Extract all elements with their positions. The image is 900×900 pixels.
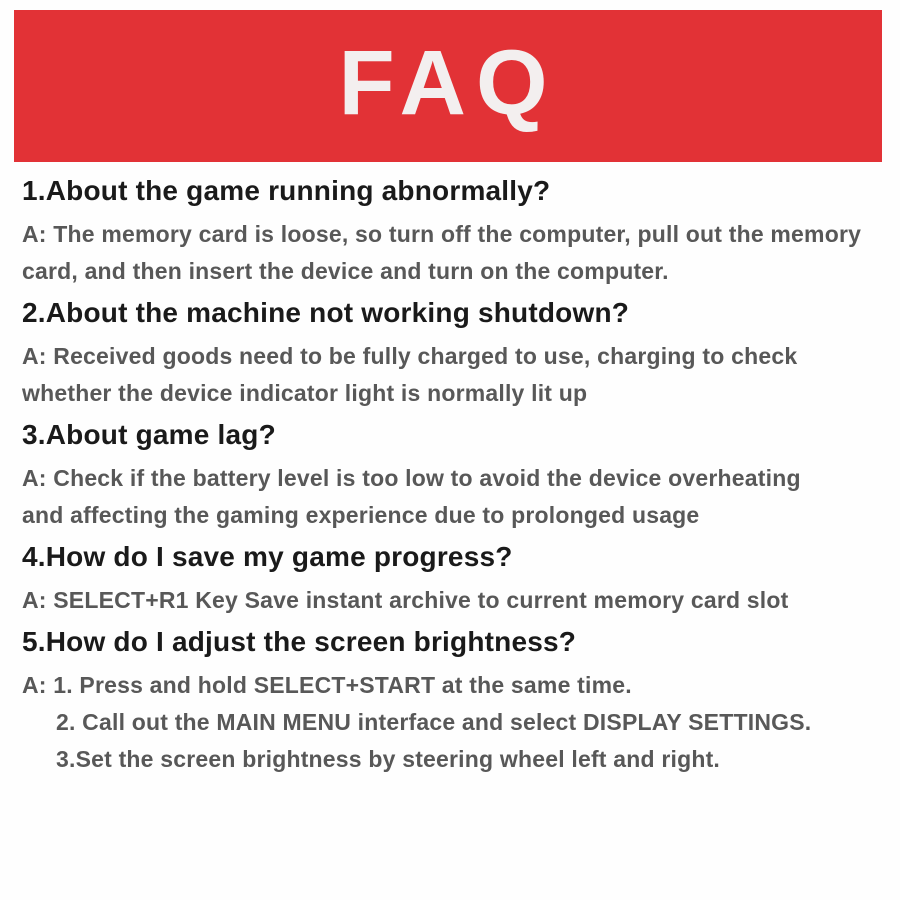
faq-answer-2 — [22, 338, 882, 412]
faq-answer-line: and affecting the gaming experience due to prolonged usage — [22, 502, 700, 528]
faq-banner — [14, 10, 882, 162]
faq-answer-4 — [22, 582, 882, 619]
faq-item — [22, 623, 882, 778]
faq-answer-line: card, and then insert the device and turn on the computer. — [22, 258, 669, 284]
faq-answer-line: 2. Call out the MAIN MENU interface and select DISPLAY SETTINGS. — [56, 709, 812, 735]
faq-answer-line: whether the device indicator light is normally lit up — [22, 380, 588, 406]
faq-question-4: 4.How do I save my game progress? — [22, 541, 513, 572]
faq-answer-line: A: Received goods need to be fully charged to use, charging to check — [22, 343, 798, 369]
faq-banner-title: FAQ — [338, 32, 558, 134]
faq-item — [22, 172, 882, 290]
faq-item — [22, 538, 882, 619]
faq-answer-line: A: Check if the battery level is too low to avoid the device overheating — [22, 465, 801, 491]
faq-answer-line: 3.Set the screen brightness by steering wheel left and right. — [56, 746, 721, 772]
faq-question-2: 2.About the machine not working shutdown? — [22, 297, 630, 328]
faq-answer-1 — [22, 216, 882, 290]
faq-question-1: 1.About the game running abnormally? — [22, 175, 551, 206]
faq-item — [22, 294, 882, 412]
faq-question-5: 5.How do I adjust the screen brightness? — [22, 626, 577, 657]
faq-answer-line: A: The memory card is loose, so turn off the computer, pull out the memory — [22, 221, 862, 247]
faq-answer-line: A: 1. Press and hold SELECT+START at the same time. — [22, 672, 632, 698]
faq-answer-5 — [22, 667, 882, 778]
faq-item — [22, 416, 882, 534]
faq-answer-line: A: SELECT+R1 Key Save instant archive to current memory card slot — [22, 587, 789, 613]
faq-answer-3 — [22, 460, 882, 534]
faq-content — [0, 162, 900, 782]
faq-question-3: 3.About game lag? — [22, 419, 276, 450]
